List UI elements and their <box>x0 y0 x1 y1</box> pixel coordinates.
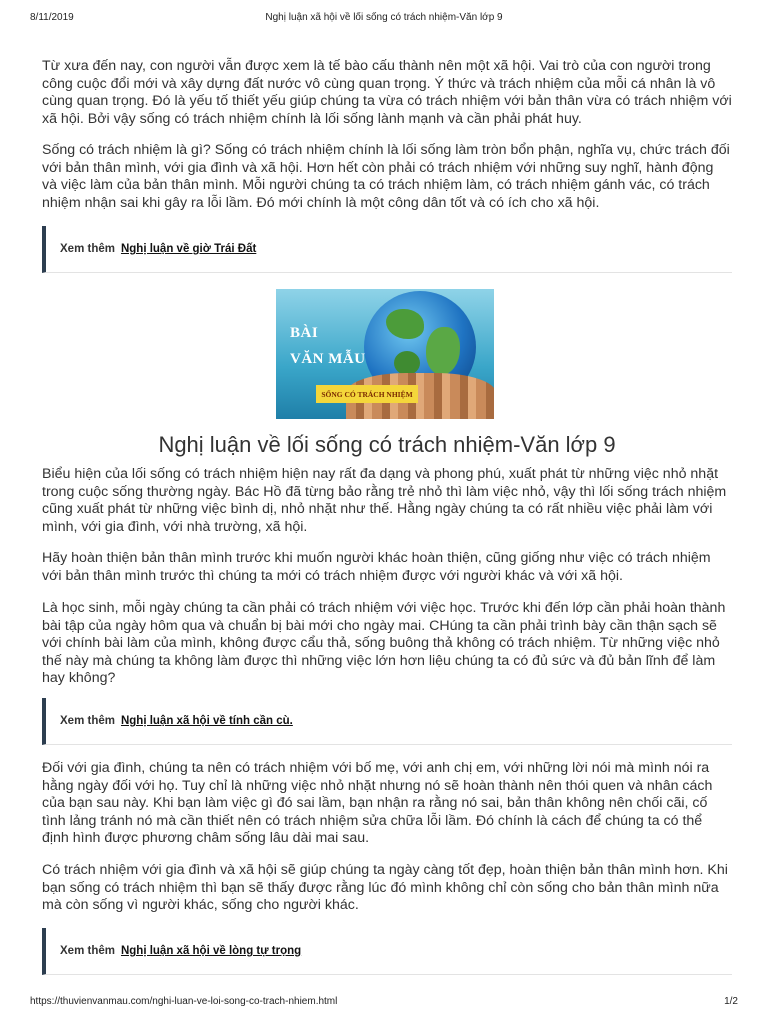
see-also-link-diligence[interactable]: Nghị luận xã hội về tính cần cù. <box>120 715 293 727</box>
print-footer <box>30 996 738 1010</box>
paragraph-expression: Biểu hiện của lối sống có trách nhiệm hiện nay rất đa dạng và phong phú, xuất phát từ những việc nhỏ nhặt trong cuộc sống thường ngày. Bác Hồ đã từng bảo rằng trẻ nhỏ thì làm việc nhỏ, vậy thì lối sống trách nhiệm cũng xuất phát từ những việc bình dị, nhỏ nhặt như thế. Hằng ngày chúng ta có rất nhiều việc phải làm với mình, với gia đình, với nhà trường, xã hội. <box>42 466 727 535</box>
see-also-prefix: Xem thêm <box>60 715 115 727</box>
article-banner-image <box>276 289 494 419</box>
paragraph-conclusion: Có trách nhiệm với gia đình và xã hội sẽ giúp chúng ta ngày càng tốt đẹp, hoàn thiện bản thân mình hơn. Khi bạn sống có trách nhiệm thì bạn sẽ thấy được rằng lúc đó mình không chỉ còn sống cho bản thân mình nữa mà còn sống vì người khác, sống cho người khác. <box>42 862 728 913</box>
see-also-box <box>42 928 732 975</box>
see-also-link-self-respect[interactable]: Nghị luận xã hội về lòng tự trọng <box>120 945 302 957</box>
banner-line2: VĂN MẪU <box>290 351 366 367</box>
banner-tag: SỐNG CÓ TRÁCH NHIỆM <box>316 385 418 403</box>
banner-line1: BÀI <box>290 325 319 341</box>
print-date: 8/11/2019 <box>30 12 74 23</box>
paragraph-student: Là học sinh, mỗi ngày chúng ta cần phải có trách nhiệm với việc học. Trước khi đến lớp cần phải hoàn thành bài tập của ngày hôm qua và chuẩn bị bài mới cho ngày mai. CHúng ta cần phải trình bày cần thận sạch sẽ với chính bài làm của mình, không được cẩu thả, sống buông thả không có trách nhiệm. Từ những việc nhỏ thế này mà chúng ta không làm được thì những việc lớn hơn liệu chúng ta có đủ sức và đủ bản lĩnh để làm hay không? <box>42 600 726 686</box>
paragraph-family: Đối với gia đình, chúng ta nên có trách nhiệm với bố mẹ, với anh chị em, với những lời nói mà mình nói ra hằng ngày đối với họ. Tuy chỉ là những việc nhỏ nhặt nhưng nó sẽ hoàn thành nên thói quen và nhân cách của bạn sau này. Khi bạn làm việc gì đó sai lầm, bạn nhận ra rằng nó sai, bản thân không nên chối cãi, cố tình lảng tránh nó mà cần thiết nên có trách nhiệm sửa chữa lỗi lầm. Đó chính là cách để chúng ta có thể định hình được phương châm sống lâu dài mai sau. <box>42 760 713 846</box>
print-header <box>30 12 738 26</box>
paragraph-definition: Sống có trách nhiệm là gì? Sống có trách nhiệm chính là lối sống làm tròn bổn phận, nghĩa vụ, chức trách đối với bản thân mình, với gia đình và xã hội. Hơn hết còn phải có trách nhiệm với những suy nghĩ, hành động và việc làm của bản thân mình. Mỗi người chúng ta có trách nhiệm làm, có trách nhiệm gánh vác, có trách nhiệm nhận sai khi gây ra lỗi lầm. Đó mới chính là một công dân tốt và có ích cho xã hội. <box>42 142 730 211</box>
print-page-number: 1/2 <box>724 996 738 1007</box>
article-title: Nghị luận về lối sống có trách nhiệm-Văn lớp 9 <box>158 432 616 457</box>
print-page-title: Nghị luận xã hội về lối sống có trách nhiệm-Văn lớp 9 <box>265 12 503 23</box>
globe-land <box>394 351 420 375</box>
paragraph-intro: Từ xưa đến nay, con người vẫn được xem là tế bào cấu thành nên một xã hội. Vai trò của con người trong công cuộc đổi mới và xây dựng đất nước vô cùng quan trọng. Ý thức và trách nhiệm của mỗi cá nhân là vô cùng quan trọng. Đó là yếu tố thiết yếu giúp chúng ta vừa có trách nhiệm với bản thân vừa có trách nhiệm với xã hội. Bởi vậy sống có trách nhiệm chính là lối sống lành mạnh và cần phải phát huy. <box>42 58 732 127</box>
see-also-prefix: Xem thêm <box>60 243 115 255</box>
print-url: https://thuvienvanmau.com/nghi-luan-ve-loi-song-co-trach-nhiem.html <box>30 996 338 1007</box>
see-also-link-earth-hour[interactable]: Nghị luận về giờ Trái Đất <box>120 243 257 255</box>
see-also-prefix: Xem thêm <box>60 945 115 957</box>
see-also-box <box>42 698 732 745</box>
paragraph-self-improve: Hãy hoàn thiện bản thân mình trước khi muốn người khác hoàn thiện, cũng giống như việc có trách nhiệm với bản thân mình trước thì chúng ta mới có trách nhiệm được với người khác và với xã hội. <box>42 550 711 584</box>
see-also-box <box>42 226 732 273</box>
